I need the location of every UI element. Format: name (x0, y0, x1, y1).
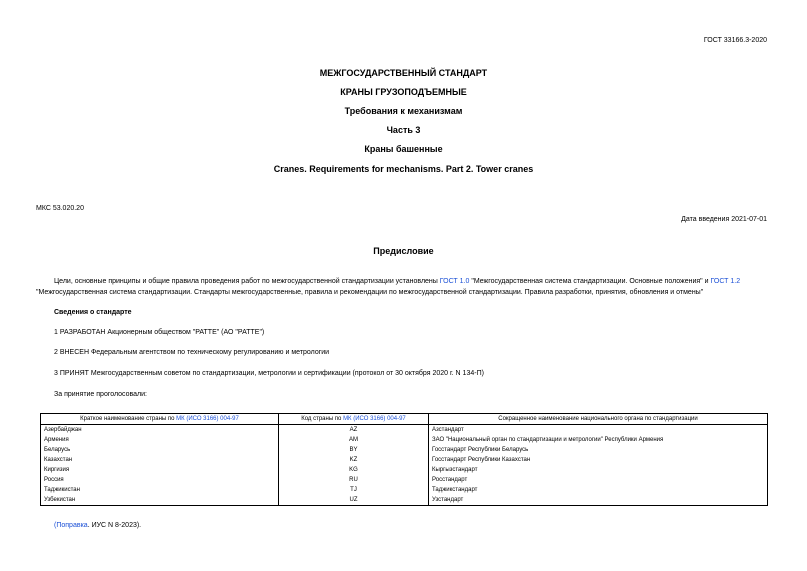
country-cell: Таджикистан (41, 485, 279, 495)
country-cell: Узбекистан (41, 495, 279, 506)
foreword-text-part2: "Межгосударственная система стандартизации. Основные положения" и (469, 278, 711, 285)
table-row (41, 445, 768, 455)
standard-type-title: МЕЖГОСУДАРСТВЕННЫЙ СТАНДАРТ (319, 68, 488, 78)
foreword-text-part3: "Межгосударственная система стандартизации. Стандарты межгосударственные, правила и рекомендации по межгосударственной стандартизации. Правила разработки, принятия, обновления и отмены" (36, 289, 704, 296)
standards-body-cell: Росстандарт (429, 475, 768, 485)
part-title: Часть 3 (386, 125, 421, 135)
foreword-text-part1: Цели, основные принципы и общие правила проведения работ по межгосударственной стандартизации установлены (54, 278, 440, 285)
country-cell: Киргизия (41, 465, 279, 475)
code-cell: AM (279, 435, 429, 445)
introduction-date: Дата введения 2021-07-01 (681, 216, 767, 223)
table-row (41, 495, 768, 506)
standard-subject-title: КРАНЫ ГРУЗОПОДЪЕМНЫЕ (340, 87, 467, 97)
mks-code: МКС 53.020.20 (36, 205, 84, 212)
gost-1-2-link[interactable]: ГОСТ 1.2 (710, 278, 741, 285)
standards-body-cell: Азстандарт (429, 425, 768, 436)
standard-info-heading: Сведения о стандарте (54, 309, 132, 316)
standards-body-cell: Узстандарт (429, 495, 768, 506)
submitter-item: 2 ВНЕСЕН Федеральным агентством по техническому регулированию и метрологии (54, 349, 330, 356)
code-cell: BY (279, 445, 429, 455)
code-cell: KZ (279, 455, 429, 465)
voted-label: За принятие проголосовали: (54, 391, 147, 398)
part-subject-title: Краны башенные (364, 144, 443, 154)
country-name-header: Краткое наименование страны по МК (ИСО 3166) 004-97 (41, 414, 279, 425)
country-cell: Казахстан (41, 455, 279, 465)
document-code: ГОСТ 33166.3-2020 (703, 37, 767, 44)
foreword-heading: Предисловие (373, 246, 434, 256)
table-row (41, 465, 768, 475)
mk-iso-link[interactable]: МК (ИСО 3166) 004-97 (176, 416, 239, 422)
standards-body-cell: Госстандарт Республики Казахстан (429, 455, 768, 465)
amendment-note: (Поправка. ИУС N 8-2023). (54, 522, 142, 529)
code-cell: UZ (279, 495, 429, 506)
adoption-item: 3 ПРИНЯТ Межгосударственным советом по стандартизации, метрологии и сертификации (протокол от 30 октября 2020 г. N 134-П) (54, 370, 484, 377)
country-cell: Россия (41, 475, 279, 485)
standards-body-cell: ЗАО "Национальный орган по стандартизации и метрологии" Республики Армения (429, 435, 768, 445)
table-row (41, 475, 768, 485)
code-cell: RU (279, 475, 429, 485)
country-cell: Армения (41, 435, 279, 445)
table-row (41, 455, 768, 465)
code-cell: AZ (279, 425, 429, 436)
english-title: Cranes. Requirements for mechanisms. Part 2. Tower cranes (273, 164, 534, 174)
gost-1-0-link[interactable]: ГОСТ 1.0 (439, 278, 470, 285)
table-row (41, 485, 768, 495)
code-cell: KG (279, 465, 429, 475)
table-header-row (41, 414, 768, 425)
standards-body-header: Сокращенное наименование национального органа по стандартизации (429, 414, 768, 425)
code-cell: TJ (279, 485, 429, 495)
standards-body-cell: Кыргызстандарт (429, 465, 768, 475)
country-code-header: Код страны по МК (ИСО 3166) 004-97 (279, 414, 429, 425)
foreword-paragraph (36, 276, 768, 298)
developer-item: 1 РАЗРАБОТАН Акционерным обществом "РАТТЕ" (АО "РАТТЕ") (54, 329, 265, 336)
voting-countries-table (40, 413, 768, 506)
amendment-link[interactable]: Поправка (56, 522, 88, 529)
standards-body-cell: Таджикстандарт (429, 485, 768, 495)
country-cell: Беларусь (41, 445, 279, 455)
standard-topic-title: Требования к механизмам (344, 106, 463, 116)
country-cell: Азербайджан (41, 425, 279, 436)
mk-iso-link[interactable]: МК (ИСО 3166) 004-97 (343, 416, 406, 422)
table-row (41, 425, 768, 436)
table-row (41, 435, 768, 445)
standards-body-cell: Госстандарт Республики Беларусь (429, 445, 768, 455)
